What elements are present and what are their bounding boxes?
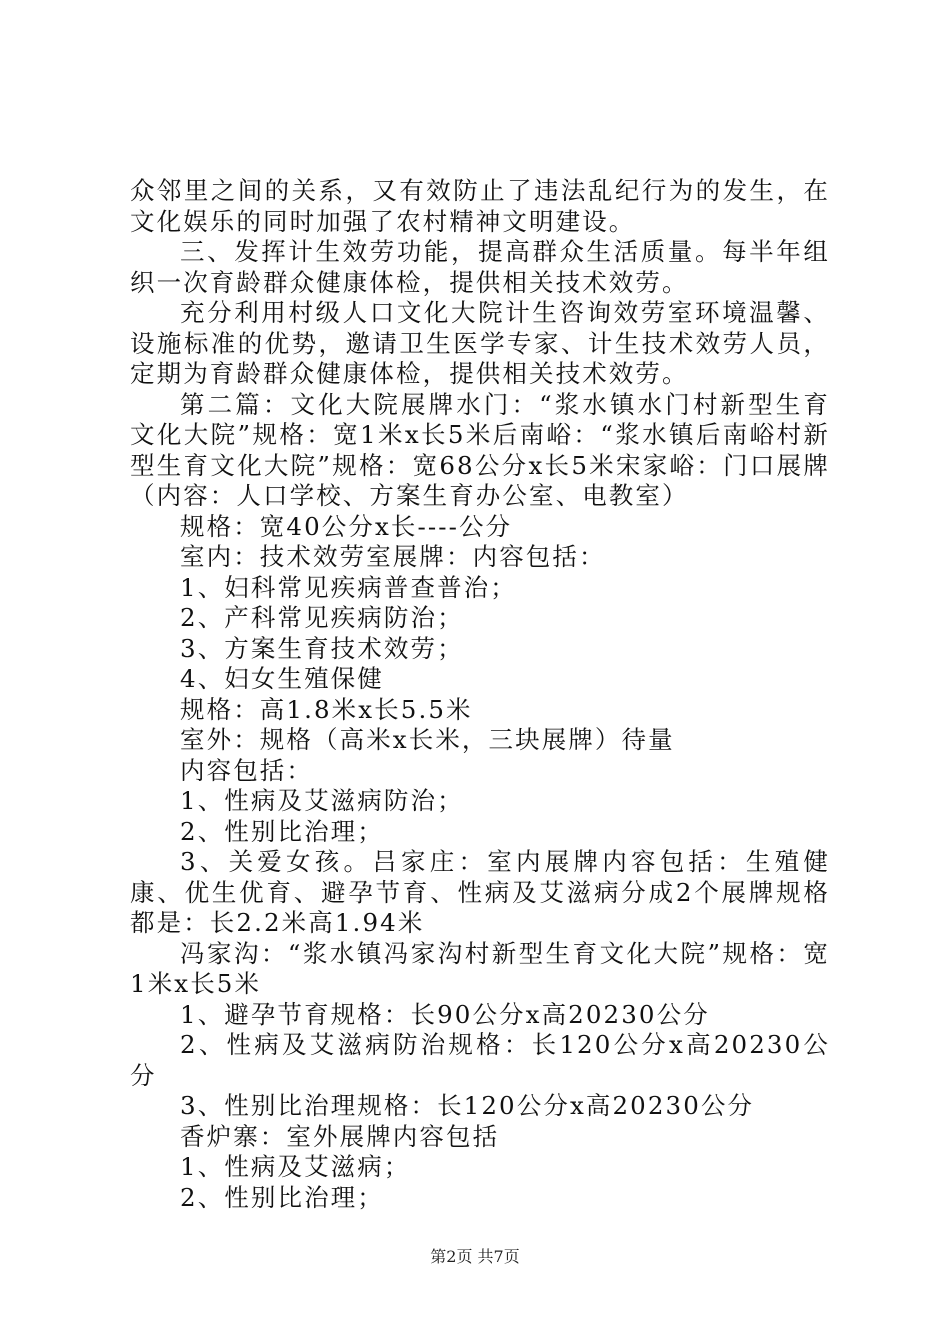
list-item: 1、性病及艾滋病； <box>180 1152 411 1181</box>
list-item: 1、妇科常见疾病普查普治； <box>180 572 517 602</box>
list-item: 1、避孕节育规格：长90公分x高20230公分 <box>180 999 710 1029</box>
paragraph: 规格：宽40公分x长----公分 <box>180 511 513 541</box>
paragraph: 内容包括： <box>180 755 313 785</box>
paragraph: 第二篇：文化大院展牌水门：“浆水镇水门村新型生育文化大院”规格：宽1米x长5米后南峪：“浆水镇后南峪村新型生育文化大院”规格：宽68公分x长5米宋家峪：门口展牌（内容：人口学校、方案生育办公室、电教室） <box>130 389 830 510</box>
list-item: 3、方案生育技术效劳； <box>180 633 464 663</box>
paragraph: 香炉寨：室外展牌内容包括 <box>180 1121 500 1151</box>
page-footer <box>0 1244 950 1267</box>
paragraph: 室外：规格（高米x长米，三块展牌）待量 <box>180 725 675 754</box>
paragraph: 冯家沟：“浆水镇冯家沟村新型生育文化大院”规格：宽1米x长5米 <box>130 938 830 998</box>
list-item: 2、性病及艾滋病防治规格：长120公分x高20230公分 <box>130 1030 830 1090</box>
list-item: 3、性别比治理规格：长120公分x高20230公分 <box>180 1091 755 1120</box>
list-item: 2、性别比治理； <box>180 816 384 846</box>
paragraph: 充分利用村级人口文化大院计生咨询效劳室环境温馨、设施标准的优势，邀请卫生医学专家、计生技术效劳人员，定期为育龄群众健康体检，提供相关技术效劳。 <box>130 298 830 388</box>
list-item: 4、妇女生殖保健 <box>180 664 384 693</box>
paragraph: 室内：技术效劳室展牌：内容包括： <box>180 542 606 571</box>
list-item: 3、关爱女孩。吕家庄：室内展牌内容包括：生殖健康、优生优育、避孕节育、性病及艾滋病分成2个展牌规格都是：长2.2米高1.94米 <box>130 847 830 937</box>
paragraph: 三、发挥计生效劳功能，提高群众生活质量。每半年组织一次育龄群众健康体检，提供相关技术效劳。 <box>130 237 830 297</box>
page-number-label: 第2页 共7页 <box>430 1247 520 1266</box>
list-item: 1、性病及艾滋病防治； <box>180 786 464 815</box>
paragraph: 众邻里之间的关系，又有效防止了违法乱纪行为的发生，在文化娱乐的同时加强了农村精神文明建设。 <box>130 176 830 236</box>
list-item: 2、性别比治理； <box>180 1182 384 1212</box>
list-item: 2、产科常见疾病防治； <box>180 603 464 632</box>
paragraph: 规格：高1.8米x长5.5米 <box>180 694 473 724</box>
document-body <box>130 176 830 1213</box>
